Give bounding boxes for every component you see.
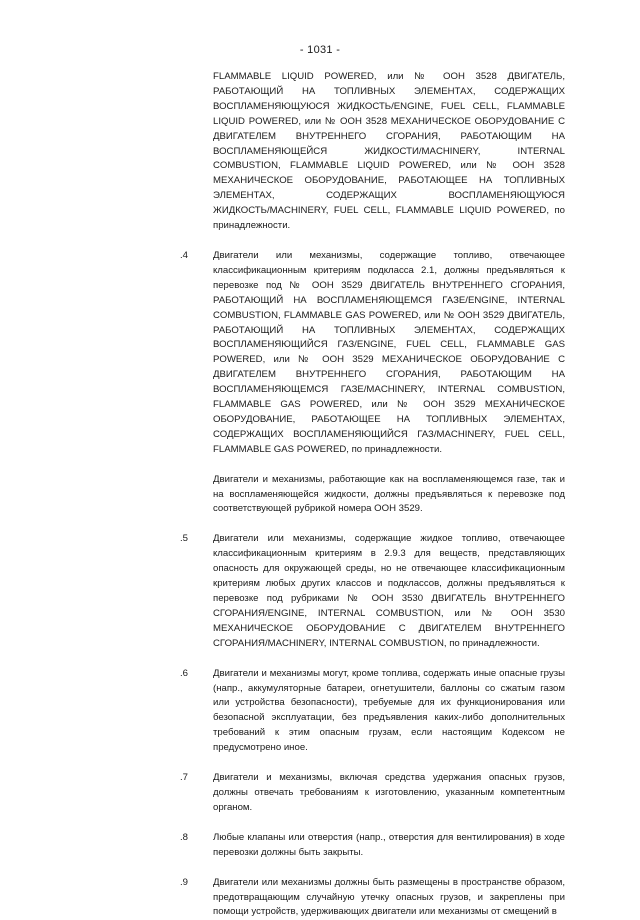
paragraph-7 — [0, 771, 640, 816]
paragraph-text: Двигатели и механизмы, включая средства удержания опасных грузов, должны отвечать требованиям к изготовлению, указанным компетентным органом. — [213, 772, 565, 813]
document-body — [0, 70, 640, 920]
page-number: - 1031 - — [299, 44, 341, 56]
paragraph-text: Двигатели или механизмы должны быть размещены в пространстве образом, предотвращающим случайную утечку опасных грузов, и закреплены при помощи устройств, удерживающих двигатели или механизмы от смещений в — [213, 876, 565, 918]
paragraph-text: Двигатели или механизмы, содержащие топливо, отвечающее классификационным критериям подкласса 2.1, должны предъявляться к перевозке под № ООН 3529 ДВИГАТЕЛЬ ВНУТРЕННЕГО СГОРАНИЯ, РАБОТАЮЩИЙ НА ВОСПЛАМЕНЯЮЩЕМСЯ ГАЗЕ/ENGINE, INTERNAL COMBUSTION, FLAMMABLE GAS POWERED, или № ООН 3529 ДВИГАТЕЛЬ, РАБОТАЮЩИЙ НА ТОПЛИВНЫХ ЭЛЕМЕНТАХ, СОДЕРЖАЩИХ ВОСПЛАМЕНЯЮЩИЙСЯ ГАЗ/ENGINE, FUEL CELL, FLAMMABLE GAS POWERED, или № ООН 3529 МЕХАНИЧЕСКОЕ ОБОРУДОВАНИЕ С ДВИГАТЕЛЕМ ВНУТРЕННЕГО СГОРАНИЯ, РАБОТАЮЩИМ НА ВОСПЛАМЕНЯЮЩЕМСЯ ГАЗЕ/MACHINERY, INTERNAL COMBUSTION, FLAMMABLE GAS POWERED, или № ООН 3529 МЕХАНИЧЕСКОЕ ОБОРУДОВАНИЕ, РАБОТАЮЩЕЕ НА ТОПЛИВНЫХ ЭЛЕМЕНТАХ, СОДЕРЖАЩИХ ВОСПЛАМЕНЯЮЩИЙСЯ ГАЗ/MACHINERY, FUEL CELL, FLAMMABLE GAS POWERED, по принадлежности. — [213, 249, 565, 455]
paragraph-continuation — [0, 70, 640, 234]
paragraph-text: Двигатели или механизмы, содержащие жидкое топливо, отвечающее классификационным критериям в 2.9.3 для веществ, представляющих опасность для окружающей среды, но не отвечающее классификационным критериям любых других классов и подклассов, должны предъявляться к перевозке под рубриками № ООН 3530 ДВИГАТЕЛЬ ВНУТРЕННЕГО СГОРАНИЯ/ENGINE, INTERNAL COMBUSTION, или № ООН 3530 МЕХАНИЧЕСКОЕ ОБОРУДОВАНИЕ С ДВИГАТЕЛЕМ ВНУТРЕННЕГО СГОРАНИЯ/MACHINERY, INTERNAL COMBUSTION, по принадлежности. — [213, 533, 565, 649]
paragraph-5 — [0, 532, 640, 651]
paragraph-number: .4 — [180, 249, 189, 261]
paragraph-number: .6 — [180, 667, 189, 679]
paragraph-6 — [0, 667, 640, 756]
paragraph-text: Двигатели и механизмы, работающие как на воспламеняющемся газе, так и на воспламеняющейся жидкости, должны предъявляться к перевозке под соответствующей рубрикой номера ООН 3529. — [213, 473, 565, 515]
paragraph-number: .8 — [180, 831, 189, 843]
paragraph-number: .9 — [180, 876, 189, 888]
paragraph-text: FLAMMABLE LIQUID POWERED, или № ООН 3528 ДВИГАТЕЛЬ, РАБОТАЮЩИЙ НА ТОПЛИВНЫХ ЭЛЕМЕНТАХ, СОДЕРЖАЩИХ ВОСПЛАМЕНЯЮЩУЮСЯ ЖИДКОСТЬ/ENGINE, FUEL CELL, FLAMMABLE LIQUID POWERED, или № ООН 3528 МЕХАНИЧЕСКОЕ ОБОРУДОВАНИЕ С ДВИГАТЕЛЕМ ВНУТРЕННЕГО СГОРАНИЯ, РАБОТАЮЩИМ НА ВОСПЛАМЕНЯЮЩЕЙСЯ ЖИДКОСТИ/MACHINERY, INTERNAL COMBUSTION, FLAMMABLE LIQUID POWERED, или № ООН 3528 МЕХАНИЧЕСКОЕ ОБОРУДОВАНИЕ, РАБОТАЮЩЕЕ НА ТОПЛИВНЫХ ЭЛЕМЕНТАХ, СОДЕРЖАЩИХ ВОСПЛАМЕНЯЮЩУЮСЯ ЖИДКОСТЬ/MACHINERY, FUEL CELL, FLAMMABLE LIQUID POWERED, по принадлежности. — [213, 71, 565, 232]
paragraph-number: .7 — [180, 772, 189, 784]
paragraph-8 — [0, 831, 640, 861]
paragraph-9 — [0, 876, 640, 920]
paragraph-text: Двигатели и механизмы могут, кроме топлива, содержать иные опасные грузы (напр., аккумуляторные батареи, огнетушители, баллоны со сжатым газом или устройства безопасности), требуемые для их функционирования или безопасной эксплуатации, без предъявления каких-либо дополнительных требований к этим опасным грузам, если настоящим Кодексом не предусмотрено иное. — [213, 667, 565, 754]
paragraph-4 — [0, 249, 640, 458]
paragraph-number: .5 — [180, 533, 189, 545]
paragraph-4-note — [0, 473, 640, 518]
paragraph-text: Любые клапаны или отверстия (напр., отверстия для вентилирования) в ходе перевозки должны быть закрыты. — [213, 831, 565, 858]
